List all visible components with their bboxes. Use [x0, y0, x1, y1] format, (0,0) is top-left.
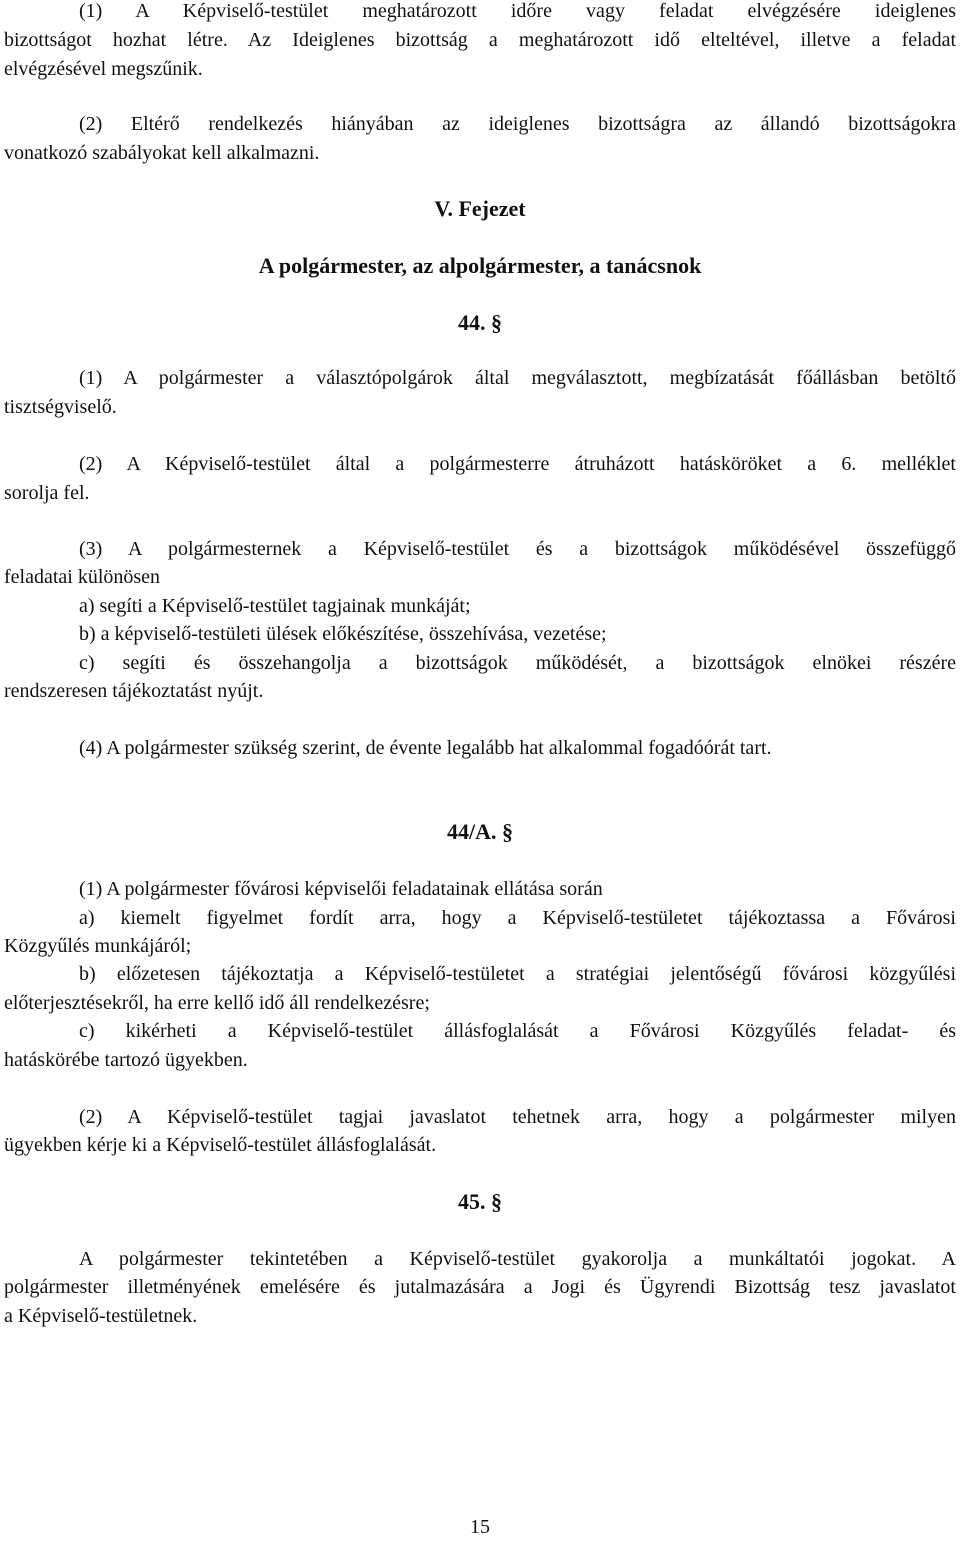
paragraph-line: A polgármester tekintetében a Képviselő-testület gyakorolja a munkáltatói jogokat. A: [79, 1248, 956, 1270]
page-number: 15: [470, 1516, 490, 1538]
paragraph-line: feladatai különösen: [4, 566, 161, 588]
paragraph-line: bizottságot hozhat létre. Az Ideiglenes bizottság a meghatározott idő elteltével, illetve a feladat: [4, 29, 956, 51]
list-item: b) a képviselő-testületi ülések előkészítése, összehívása, vezetése;: [79, 623, 607, 645]
list-item: a) segíti a Képviselő-testület tagjainak munkáját;: [79, 595, 471, 617]
paragraph-line: polgármester illetményének emelésére és jutalmazására a Jogi és Ügyrendi Bizottság tesz javaslatot: [4, 1276, 956, 1298]
list-item: a) kiemelt figyelmet fordít arra, hogy a Képviselő-testületet tájékoztassa a Fővárosi: [79, 907, 956, 929]
chapter-subtitle: A polgármester, az alpolgármester, a tanácsnok: [258, 253, 702, 278]
paragraph-line: (2) A Képviselő-testület tagjai javaslatot tehetnek arra, hogy a polgármester milyen: [79, 1106, 956, 1128]
paragraph-line: a Képviselő-testületnek.: [4, 1305, 198, 1327]
chapter-title: V. Fejezet: [434, 196, 526, 221]
paragraph-line: előterjesztésekről, ha erre kellő idő áll rendelkezésre;: [4, 992, 430, 1014]
section-heading: 44/A. §: [447, 819, 513, 844]
paragraph-line: (2) Eltérő rendelkezés hiányában az ideiglenes bizottságra az állandó bizottságokra: [79, 113, 956, 135]
section-heading: 44. §: [458, 310, 502, 335]
list-item: c) kikérheti a Képviselő-testület állásfoglalását a Fővárosi Közgyűlés feladat- és: [79, 1020, 956, 1042]
list-item: b) előzetesen tájékoztatja a Képviselő-testületet a stratégiai jelentőségű fővárosi közgyűlési: [79, 963, 956, 985]
paragraph-line: (1) A Képviselő-testület meghatározott időre vagy feladat elvégzésére ideiglenes: [79, 0, 956, 22]
paragraph-line: (3) A polgármesternek a Képviselő-testület és a bizottságok működésével összefüggő: [79, 538, 956, 560]
paragraph-line: (4) A polgármester szükség szerint, de évente legalább hat alkalommal fogadóórát tart.: [79, 737, 772, 759]
paragraph-line: tisztségviselő.: [4, 396, 117, 418]
paragraph-line: (2) A Képviselő-testület által a polgármesterre átruházott hatásköröket a 6. melléklet: [79, 453, 956, 475]
paragraph-line: elvégzésével megszűnik.: [4, 58, 203, 80]
paragraph-line: vonatkozó szabályokat kell alkalmazni.: [4, 142, 320, 164]
paragraph-line: (1) A polgármester a választópolgárok által megválasztott, megbízatását főállásban betöltő: [79, 367, 956, 389]
paragraph-line: hatáskörébe tartozó ügyekben.: [4, 1049, 248, 1071]
paragraph-line: Közgyűlés munkájáról;: [4, 935, 192, 957]
paragraph-line: (1) A polgármester fővárosi képviselői feladatainak ellátása során: [79, 878, 603, 900]
list-item: c) segíti és összehangolja a bizottságok működését, a bizottságok elnökei részére: [79, 652, 956, 674]
paragraph-line: ügyekben kérje ki a Képviselő-testület állásfoglalását.: [4, 1134, 437, 1156]
paragraph-line: sorolja fel.: [4, 482, 90, 504]
section-heading: 45. §: [458, 1189, 502, 1214]
paragraph-line: rendszeresen tájékoztatást nyújt.: [4, 680, 264, 702]
